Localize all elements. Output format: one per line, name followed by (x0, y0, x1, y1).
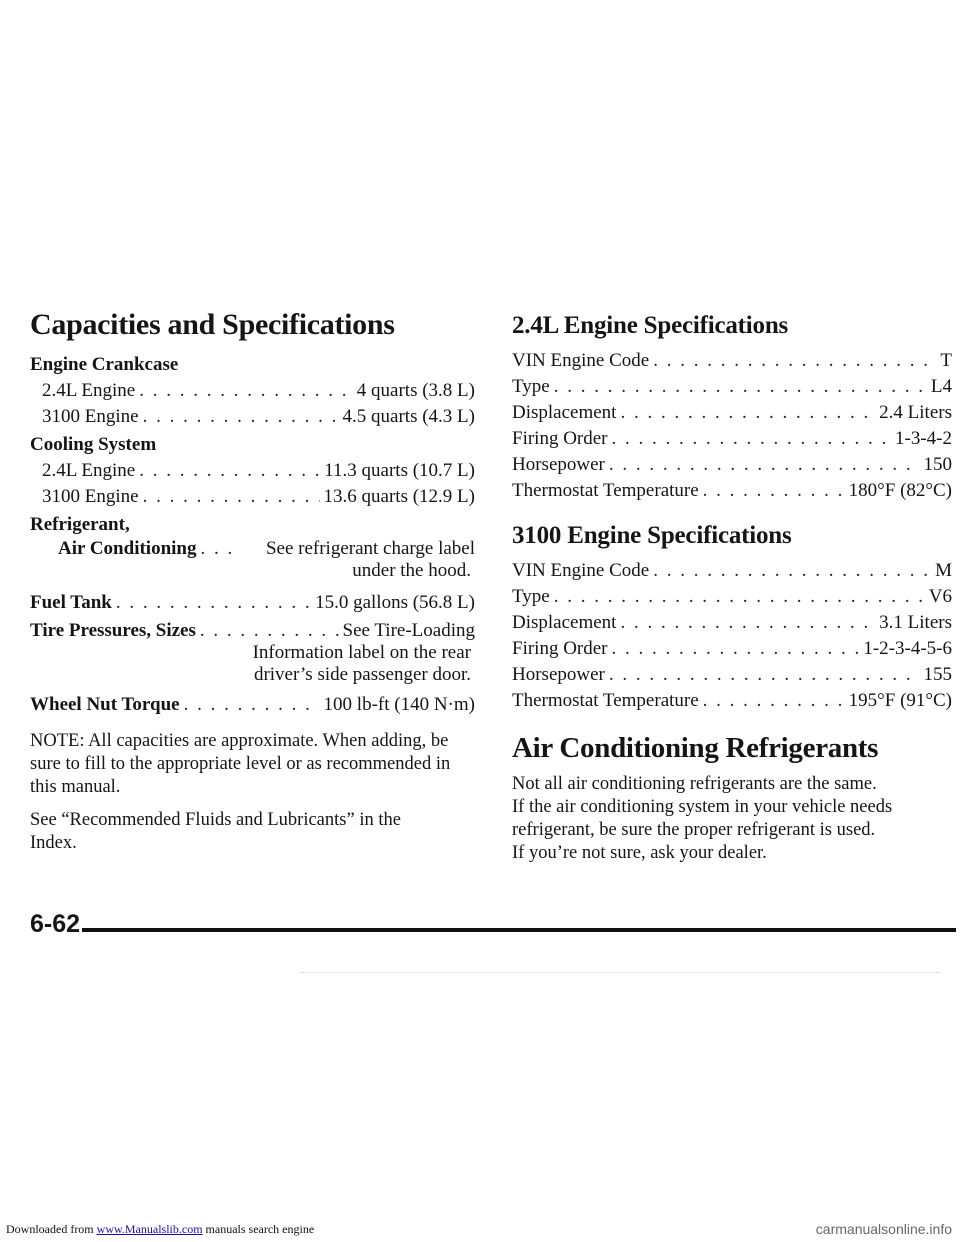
tire-value-cont: driver’s side passenger door. (253, 664, 471, 685)
tire-row: Tire Pressures, Sizes . . . See Tire-Loading (30, 620, 475, 642)
manualslib-link[interactable]: www.Manualslib.com (96, 1222, 203, 1236)
capacities-title: Capacities and Specifications (30, 308, 395, 341)
refrigerant-heading: Refrigerant, (30, 514, 130, 535)
tire-value-cont: Information label on the rear (252, 642, 471, 663)
fuel-tank-row: Fuel Tank . . . 15.0 gallons (56.8 L) (30, 590, 475, 616)
footer-rule (82, 928, 956, 932)
crankcase-row: 2.4L Engine . . . 4 quarts (3.8 L) (30, 378, 475, 404)
spec-row: Horsepower . . . 155 (512, 662, 952, 688)
spec-row: Firing Order . . . 1-2-3-4-5-6 (512, 636, 952, 662)
spec-row: Thermostat Temperature . . . 195°F (91°C) (512, 688, 952, 714)
cooling-row: 2.4L Engine . . . 11.3 quarts (10.7 L) (30, 458, 475, 484)
faint-divider (300, 972, 940, 973)
ac-line: refrigerant, be sure the proper refrigerant is used. (512, 820, 876, 840)
capacities-column (30, 308, 475, 855)
ac-line: If you’re not sure, ask your dealer. (512, 843, 767, 863)
spec-row: VIN Engine Code . . . M (512, 558, 952, 584)
page-number: 6-62 (30, 910, 81, 938)
capacities-note: NOTE: All capacities are approximate. When adding, be sure to fill to the appropriate level or as recommended in this manual. (30, 731, 451, 797)
cooling-heading: Cooling System (30, 434, 157, 455)
spec-row: VIN Engine Code . . . T (512, 348, 952, 374)
spec-row: Displacement . . . 3.1 Liters (512, 610, 952, 636)
crankcase-row: 3100 Engine . . . 4.5 quarts (4.3 L) (30, 404, 475, 430)
ac-line: Not all air conditioning refrigerants are the same. (512, 774, 877, 794)
spec-row: Firing Order . . . 1-3-4-2 (512, 426, 952, 452)
spec-3100-title: 3100 Engine Specifications (512, 522, 792, 549)
crankcase-heading: Engine Crankcase (30, 354, 179, 375)
specifications-column (512, 312, 952, 865)
spec-row: Type . . . L4 (512, 374, 952, 400)
ac-value-cont: under the hood. (352, 560, 471, 581)
wheel-torque-row: Wheel Nut Torque . . . 100 lb-ft (140 N·m) (30, 692, 475, 718)
spec-row: Type . . . V6 (512, 584, 952, 610)
watermark-text: carmanualsonline.info (815, 1221, 952, 1237)
ac-line: If the air conditioning system in your vehicle needs (512, 797, 893, 817)
spec-row: Horsepower . . . 150 (512, 452, 952, 478)
see-index-note: See “Recommended Fluids and Lubricants” in the Index. (30, 810, 401, 853)
cooling-row: 3100 Engine . . . 13.6 quarts (12.9 L) (30, 484, 475, 510)
spec-row: Thermostat Temperature . . . 180°F (82°C) (512, 478, 952, 504)
ac-row: Air Conditioning . . . See refrigerant charge label (30, 538, 475, 560)
download-footer: Downloaded from www.Manualslib.com manuals search engine (6, 1222, 315, 1236)
ac-refrigerants-title: Air Conditioning Refrigerants (512, 732, 879, 764)
spec-row: Displacement . . . 2.4 Liters (512, 400, 952, 426)
spec-24-title: 2.4L Engine Specifications (512, 312, 789, 339)
